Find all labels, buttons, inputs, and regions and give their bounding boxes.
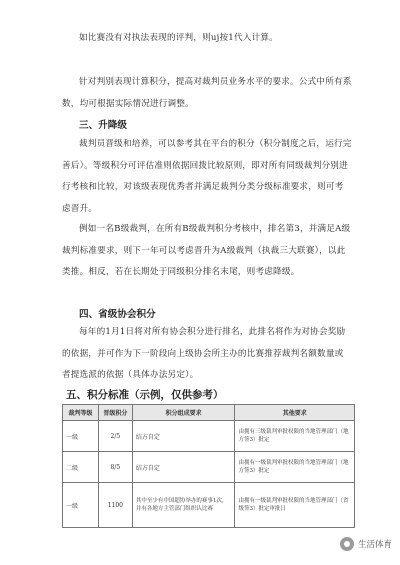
table-cell-level: 一级 bbox=[63, 421, 99, 452]
heading-promotion: 三、升降级 bbox=[79, 120, 127, 131]
table-header-row bbox=[63, 405, 355, 421]
paragraph-coefficients: 针对判别表现计算积分，提高对裁判员业务水平的要求。公式中所有系数，均可根据实际情况进行调整。 bbox=[62, 77, 352, 109]
paragraph-provincial-ranking: 每年的1月1日将对所有协会积分进行排名，此排名将作为对协会奖励的依据，并可作为下一阶段向上级协会所主办的比赛推荐裁判名额数量或者提选派的依据（具体办法另定）。 bbox=[62, 327, 346, 380]
watermark-text: 生活体育 bbox=[357, 540, 392, 550]
watermark-logo-icon bbox=[340, 537, 354, 551]
table-cell-points: 1100 bbox=[98, 483, 132, 528]
paragraph-promotion-rules: 裁判员晋级和培养，可以参考其在平台的积分（积分制度之后，运行完善后）。等级积分可评估准则依据回拨比较原则，即对所有同级裁判分别进行考核和比较，对该级表现优秀者并满足裁判分类分级标准要求，则可考虑晋升。 bbox=[62, 139, 352, 214]
table-row bbox=[63, 452, 355, 483]
table-cell-level: 二级 bbox=[63, 452, 99, 483]
paragraph-promotion-example: 例如一名B级裁判，在所有B级裁判积分考核中，排名第3，并满足A级裁判标准要求，则下一年可以考虑晋升为A级裁判（执裁三大联赛），以此类推。相反，若在长期处于同级积分排名末尾，则考虑降级。 bbox=[62, 224, 351, 277]
table-cell-composition: 结方自定 bbox=[132, 452, 235, 483]
table-cell-other: 由拥有一级裁判审批权限的当地管理部门（省级签3）批定审批日 bbox=[235, 483, 355, 528]
table-row bbox=[63, 483, 355, 528]
table-cell-composition: 其中至少有中国超协举办的赛事1次，并有各地方主管部门组织认比赛 bbox=[132, 483, 235, 528]
paragraph-uj-rule: 如比赛没有对执法表现的评判，则uj按1代入计算。 bbox=[79, 33, 278, 43]
table-cell-other: 由拥有一级裁判审批权限的当地管理部门（地方签3）批定 bbox=[235, 452, 355, 483]
table-cell-points: 2/5 bbox=[98, 421, 132, 452]
table-cell-composition: 结方自定 bbox=[132, 421, 235, 452]
table-header-cell: 裁判等级 bbox=[63, 405, 99, 421]
heading-points-standard: 五、积分标准（示例，仅供参考） bbox=[66, 389, 224, 401]
table-row bbox=[63, 421, 355, 452]
table-header-cell: 晋级积分 bbox=[98, 405, 132, 421]
table-header-cell: 积分组成要求 bbox=[132, 405, 235, 421]
table-header-cell: 其他要求 bbox=[235, 405, 355, 421]
points-standard-table bbox=[62, 404, 355, 528]
heading-provincial-points: 四、省级协会积分 bbox=[79, 309, 156, 320]
watermark bbox=[340, 537, 392, 551]
table-cell-other: 由拥有三级裁判审批权限的当地管理部门（地方签3）批定 bbox=[235, 421, 355, 452]
table-cell-level: 一级 bbox=[63, 483, 99, 528]
table-cell-points: 8/5 bbox=[98, 452, 132, 483]
